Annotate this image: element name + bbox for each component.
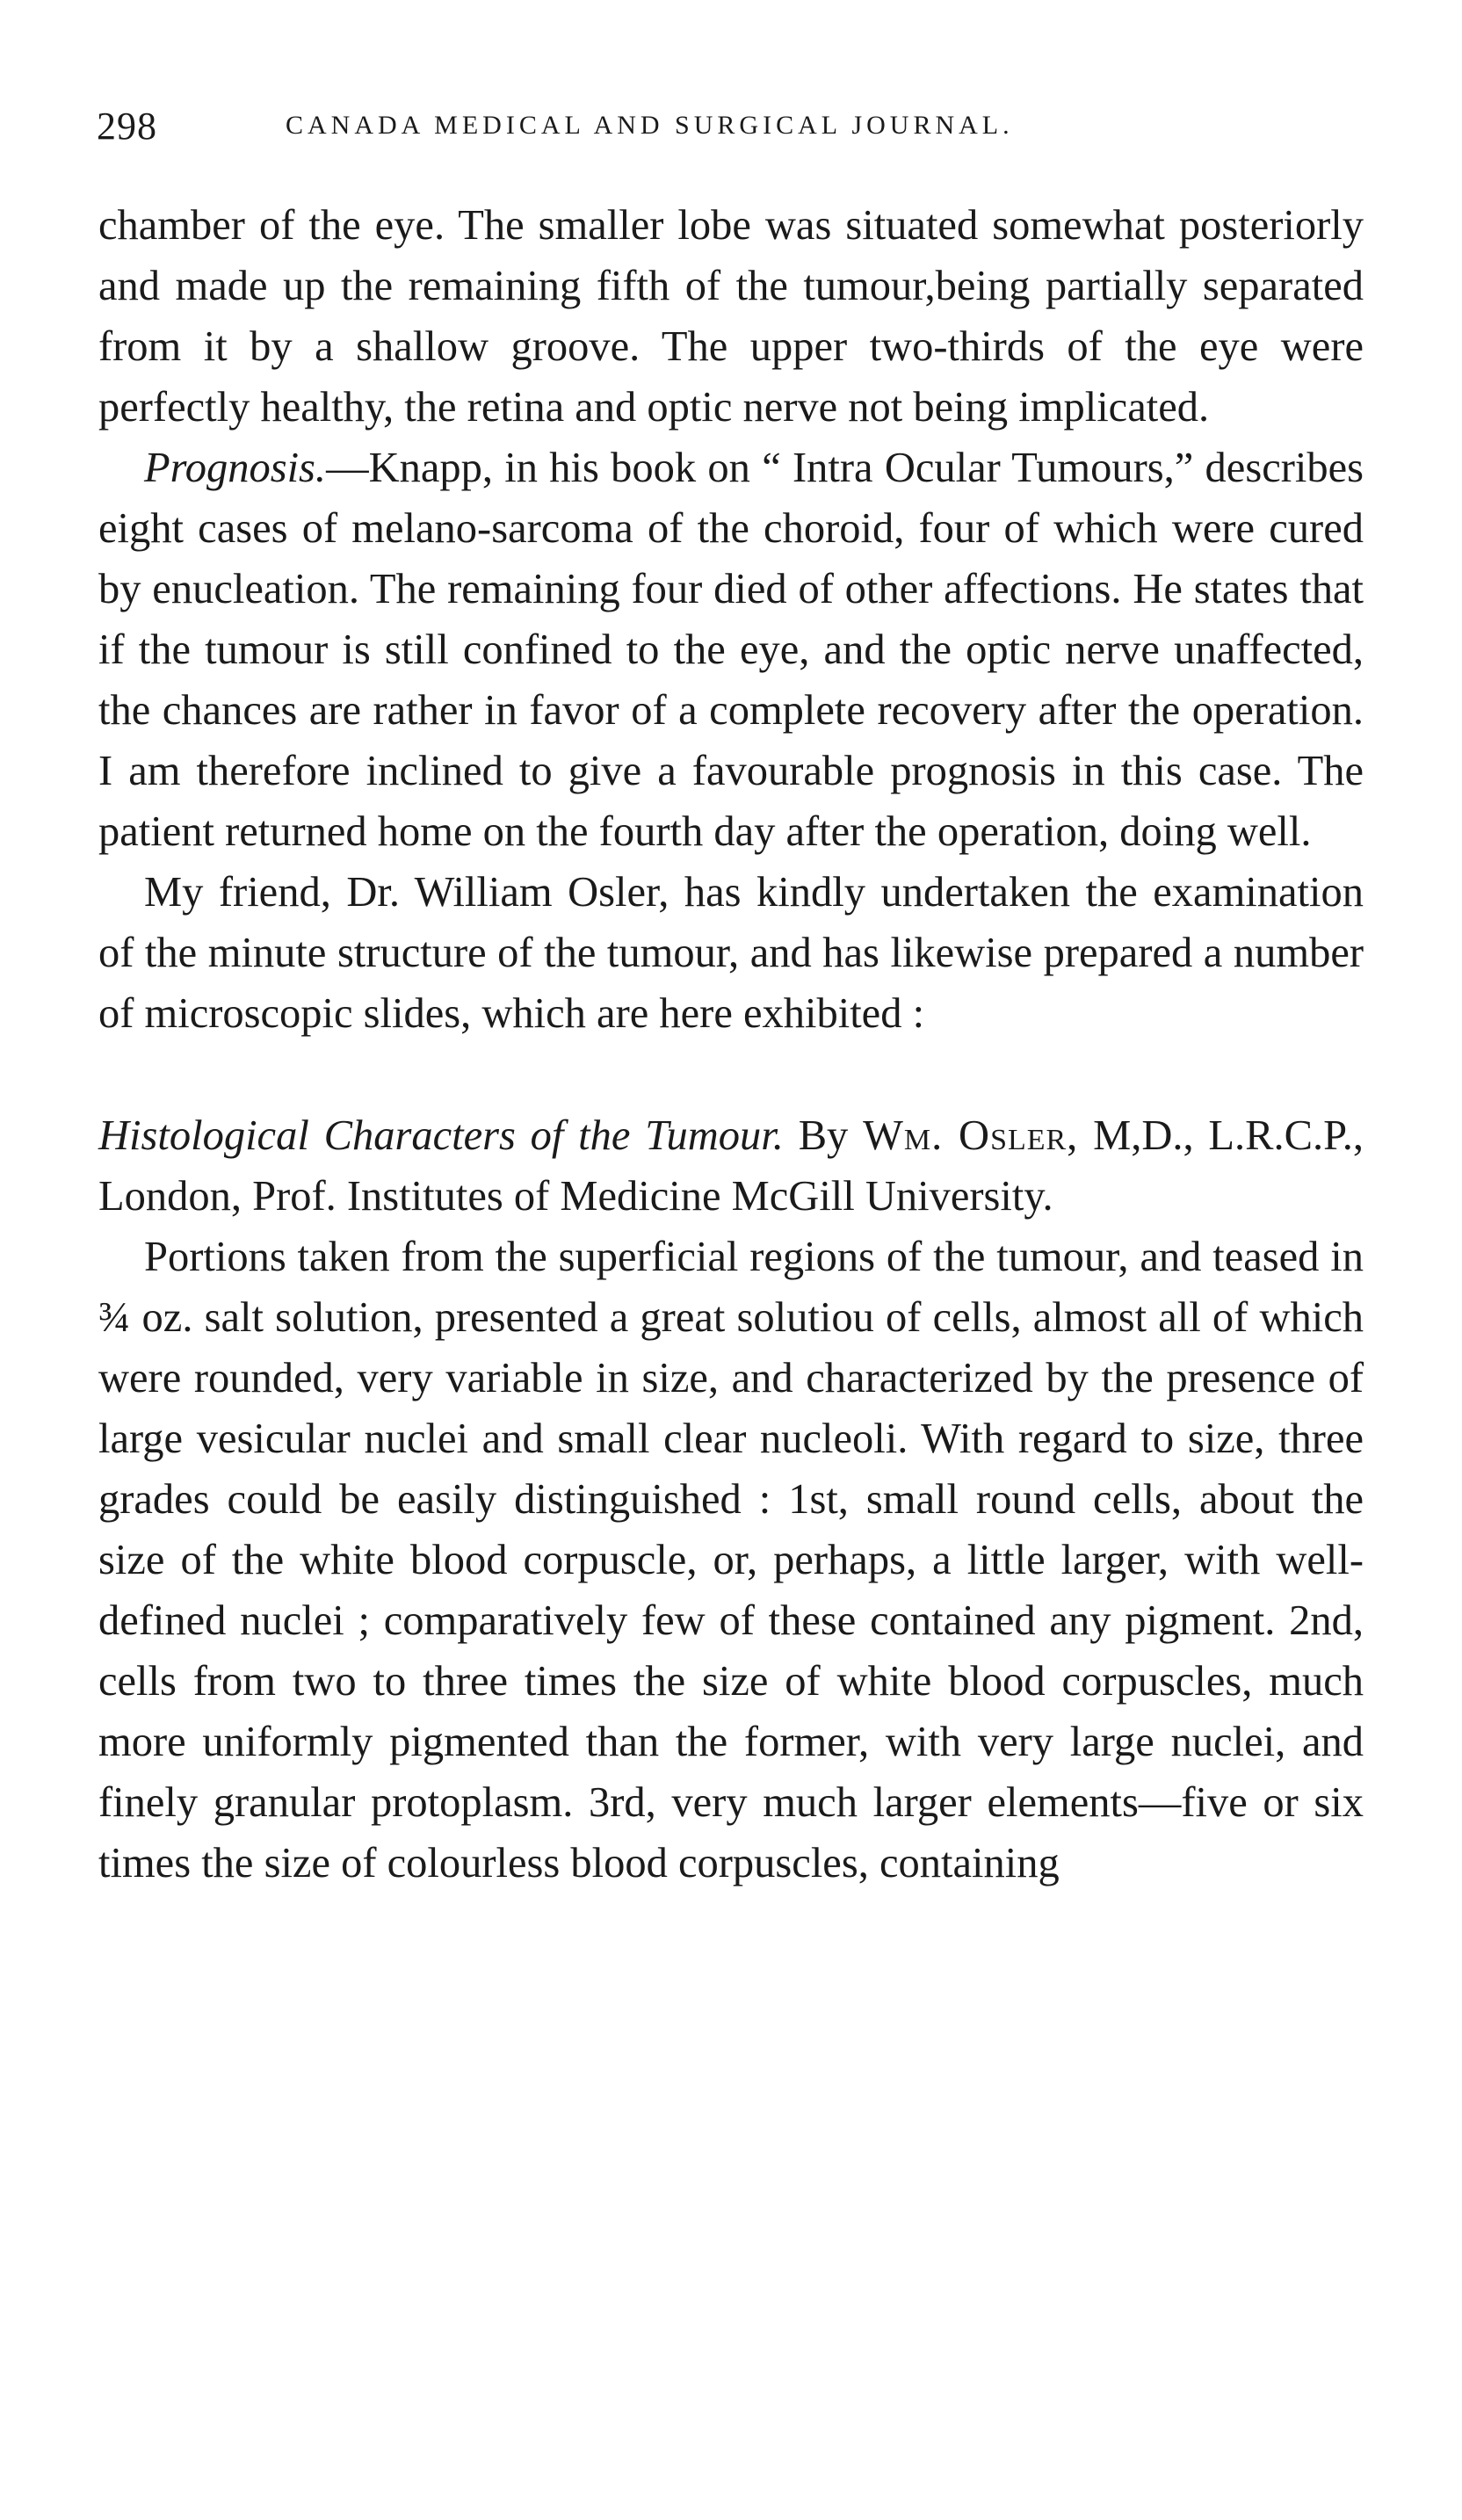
running-head: CANADA MEDICAL AND SURGICAL JOURNAL. [286,111,1014,140]
section-gap [98,1044,1364,1105]
prognosis-heading: Prognosis. [144,445,327,491]
page-number: 298 [97,105,157,148]
paragraph-osler-intro: My friend, Dr. William Osler, has kindly undertaken the examination of the minute structure of the tumour, and has likewise prepared a number of microscopic slides, which are here exhibited : [98,869,1364,1037]
paragraph-eye-description: chamber of the eye. The smaller lobe was situated somewhat posteriorly and made up the remaining fifth of the tumour,being partially separated from it by a shallow groove. The upper two-thirds of the eye were perfectly healthy, the retina and optic nerve not being implicated. [98,202,1364,431]
body-text [98,195,1364,1894]
histology-by: By [798,1112,849,1159]
paragraph-prognosis [98,438,1364,862]
paragraph-histology: Portions taken from the superficial regions of the tumour, and teased in ¾ oz. salt solution, presented a great solutiou of cells, almost all of which were rounded, very variable in size, and characterized by the presence of large vesicular nuclei and small clear nucleoli. With regard to size, three grades could be easily distinguished : 1st, small round cells, about the size of the white blood corpuscle, or, perhaps, a little larger, with well-defined nuclei ; comparatively few of these contained any pigment. 2nd, cells from two to three times the size of white blood corpuscles, much more uniformly pigmented than the former, with very large nuclei, and finely granular protoplasm. 3rd, very much larger elements—five or six times the size of colourless blood corpuscles, containing [98,1234,1364,1886]
prognosis-text: —Knapp, in his book on “ Intra Ocular Tumours,” describes eight cases of melano-sarcoma of the choroid, four of which were cured by enucleation. The remaining four died of other affections. He states that if the tumour is still confined to the eye, and the optic nerve unaffected, the chances are rather in favor of a complete recovery after the operation. I am therefore inclined to give a favourable prognosis in this case. The patient returned home on the fourth day after the operation, doing well. [98,445,1364,855]
histology-heading [98,1105,1364,1227]
histology-title: Histological Characters of the Tumour. [98,1112,784,1159]
histology-credentials: M,D., L.R.C.P., London, Prof. Institutes of Medicine McGill University. [98,1112,1364,1220]
page-header [97,104,1362,156]
histology-author: Wm. Osler, [863,1112,1079,1159]
